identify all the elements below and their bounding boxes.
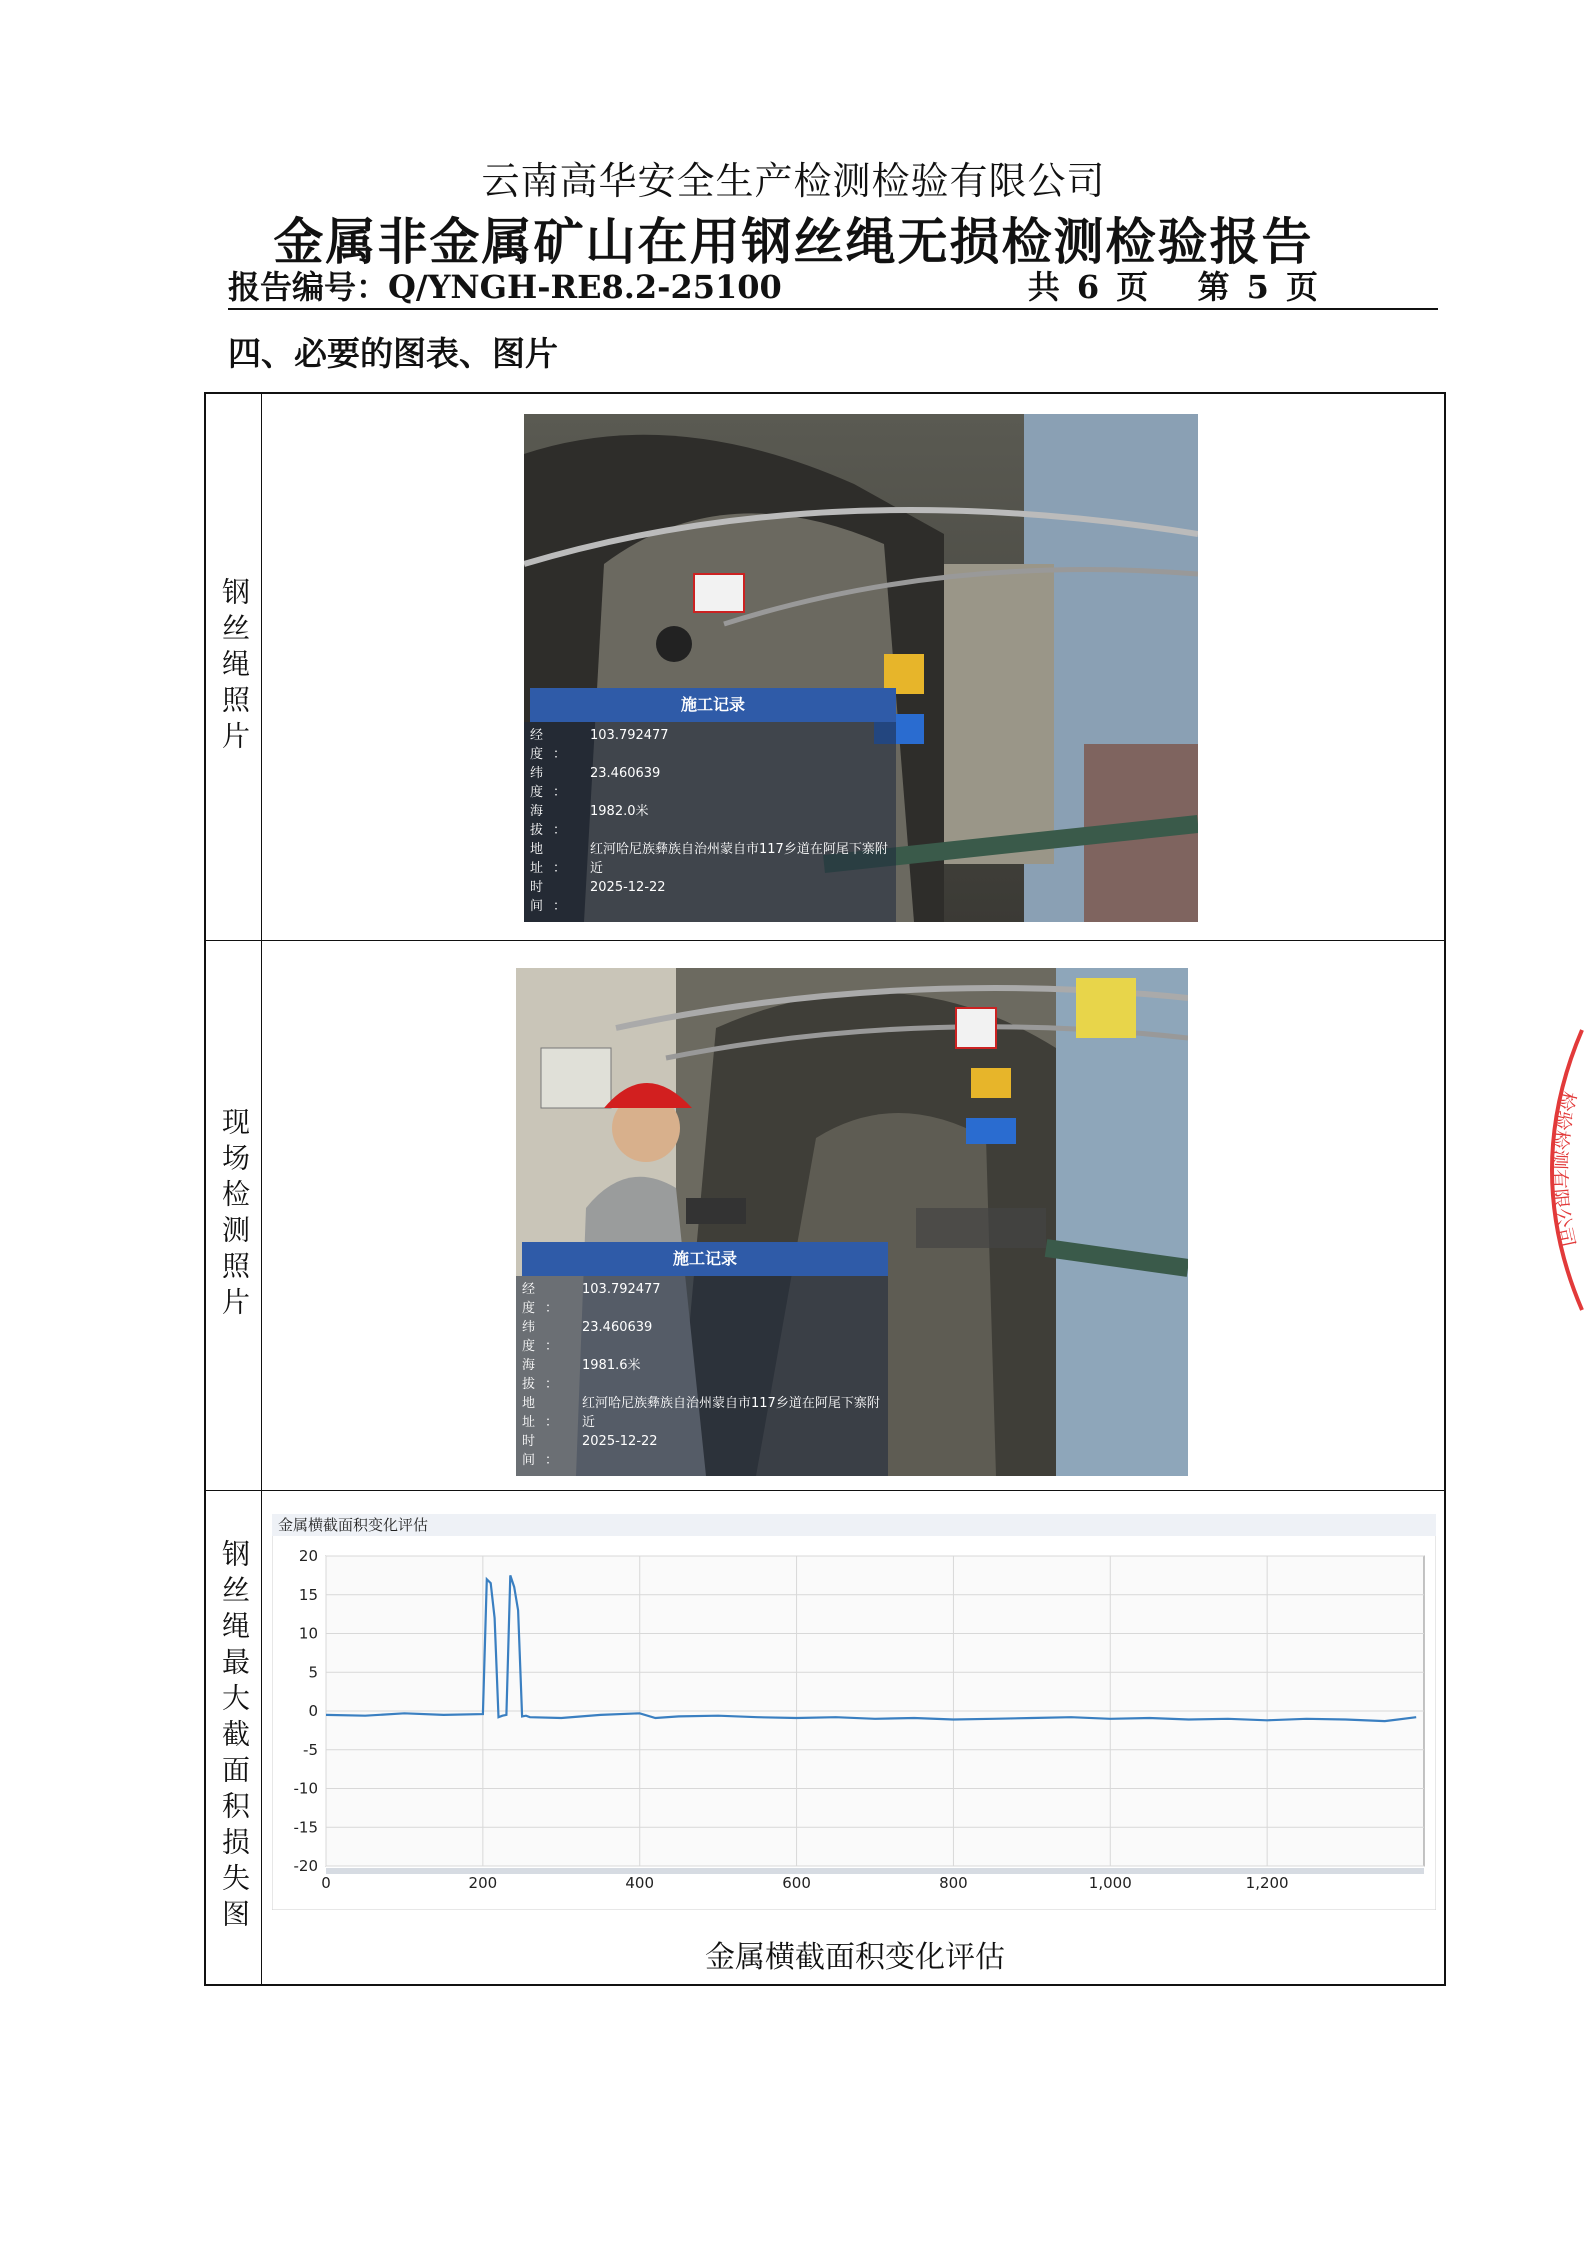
chart-caption: 金属横截面积变化评估 (705, 1940, 1005, 1975)
y-tick-label: -20 (293, 1857, 318, 1875)
warning-sign (971, 1068, 1011, 1098)
y-tick-label: 10 (298, 1624, 318, 1643)
page-count: 共 6 页 第 5 页 (1027, 268, 1318, 306)
altitude-value: 1982.0米 (590, 804, 649, 819)
report-meta (228, 262, 1438, 310)
x-tick-label: 0 (321, 1874, 331, 1892)
y-tick-label: -5 (303, 1740, 318, 1759)
construction-record (516, 1242, 888, 1476)
figures-table (204, 392, 1446, 1986)
time-value: 2025-12-22 (590, 880, 666, 895)
time-value: 2025-12-22 (582, 1434, 658, 1449)
longitude-key: 经度： (530, 728, 577, 762)
y-tick-label: -15 (293, 1818, 318, 1837)
time-key: 时间： (530, 880, 577, 914)
company-name: 云南高华安全生产检测检验有限公司 (481, 159, 1106, 203)
row-divider (206, 940, 1444, 941)
longitude-value: 103.792477 (582, 1282, 661, 1297)
time-key: 时间： (522, 1434, 569, 1468)
x-tick-label: 400 (625, 1874, 655, 1892)
record-title: 施工记录 (530, 688, 896, 722)
y-tick-label: 0 (308, 1702, 318, 1720)
altitude-key: 海拔： (522, 1358, 569, 1392)
cross-section-chart (272, 1514, 1436, 1910)
address-key: 地址： (530, 842, 577, 876)
position-sign (966, 1118, 1016, 1144)
warning-sign (956, 1008, 996, 1048)
address-value: 红河哈尼族彝族自治州蒙自市117乡道在阿尾下寨附近 (590, 842, 888, 876)
record-title: 施工记录 (522, 1242, 888, 1276)
y-tick-label: 20 (298, 1547, 318, 1565)
chart-titlebar (272, 1514, 1436, 1536)
control-box (541, 1048, 611, 1108)
company-stamp (1527, 1020, 1587, 1320)
yellow-sign (1076, 978, 1136, 1038)
stamp-text: 检验检测有限公司 (1546, 1088, 1581, 1250)
x-tick-label: 200 (468, 1874, 498, 1892)
construction-record (524, 688, 896, 922)
longitude-value: 103.792477 (590, 728, 669, 743)
latitude-key: 纬度： (530, 766, 577, 800)
x-scrollbar (326, 1868, 1424, 1874)
warning-sign (694, 574, 744, 612)
y-tick-label: 5 (308, 1663, 318, 1682)
rope-photo-label: 钢丝绳照片 (218, 577, 251, 757)
site-photo-label: 现场检测照片 (218, 1107, 251, 1323)
wire-rope-photo (524, 414, 1198, 922)
x-tick-label: 800 (939, 1874, 968, 1892)
report-number: 报告编号：Q/YNGH-RE8.2-25100 (228, 268, 782, 306)
x-tick-label: 600 (782, 1874, 811, 1892)
y-tick-label: -10 (293, 1779, 318, 1798)
altitude-key: 海拔： (530, 804, 577, 838)
latitude-value: 23.460639 (590, 766, 661, 781)
report-title: 金属非金属矿山在用钢丝绳无损检测检验报告 (273, 212, 1314, 271)
row-divider (206, 1490, 1444, 1491)
latitude-key: 纬度： (522, 1320, 569, 1354)
chart-label: 钢丝绳最大截面积损失图 (218, 1539, 251, 1935)
section-title: 四、必要的图表、图片 (228, 334, 558, 373)
site-inspection-photo (516, 968, 1188, 1476)
y-tick-label: 15 (298, 1585, 318, 1604)
chart-svg (272, 1514, 1436, 1910)
altitude-value: 1981.6米 (582, 1358, 641, 1373)
x-tick-label: 1,000 (1088, 1874, 1132, 1892)
longitude-key: 经度： (522, 1282, 569, 1316)
x-tick-label: 1,200 (1245, 1874, 1289, 1892)
chart-title: 金属横截面积变化评估 (278, 1516, 429, 1534)
address-value: 红河哈尼族彝族自治州蒙自市117乡道在阿尾下寨附近 (582, 1396, 880, 1430)
latitude-value: 23.460639 (582, 1320, 653, 1335)
address-key: 地址： (522, 1396, 569, 1430)
